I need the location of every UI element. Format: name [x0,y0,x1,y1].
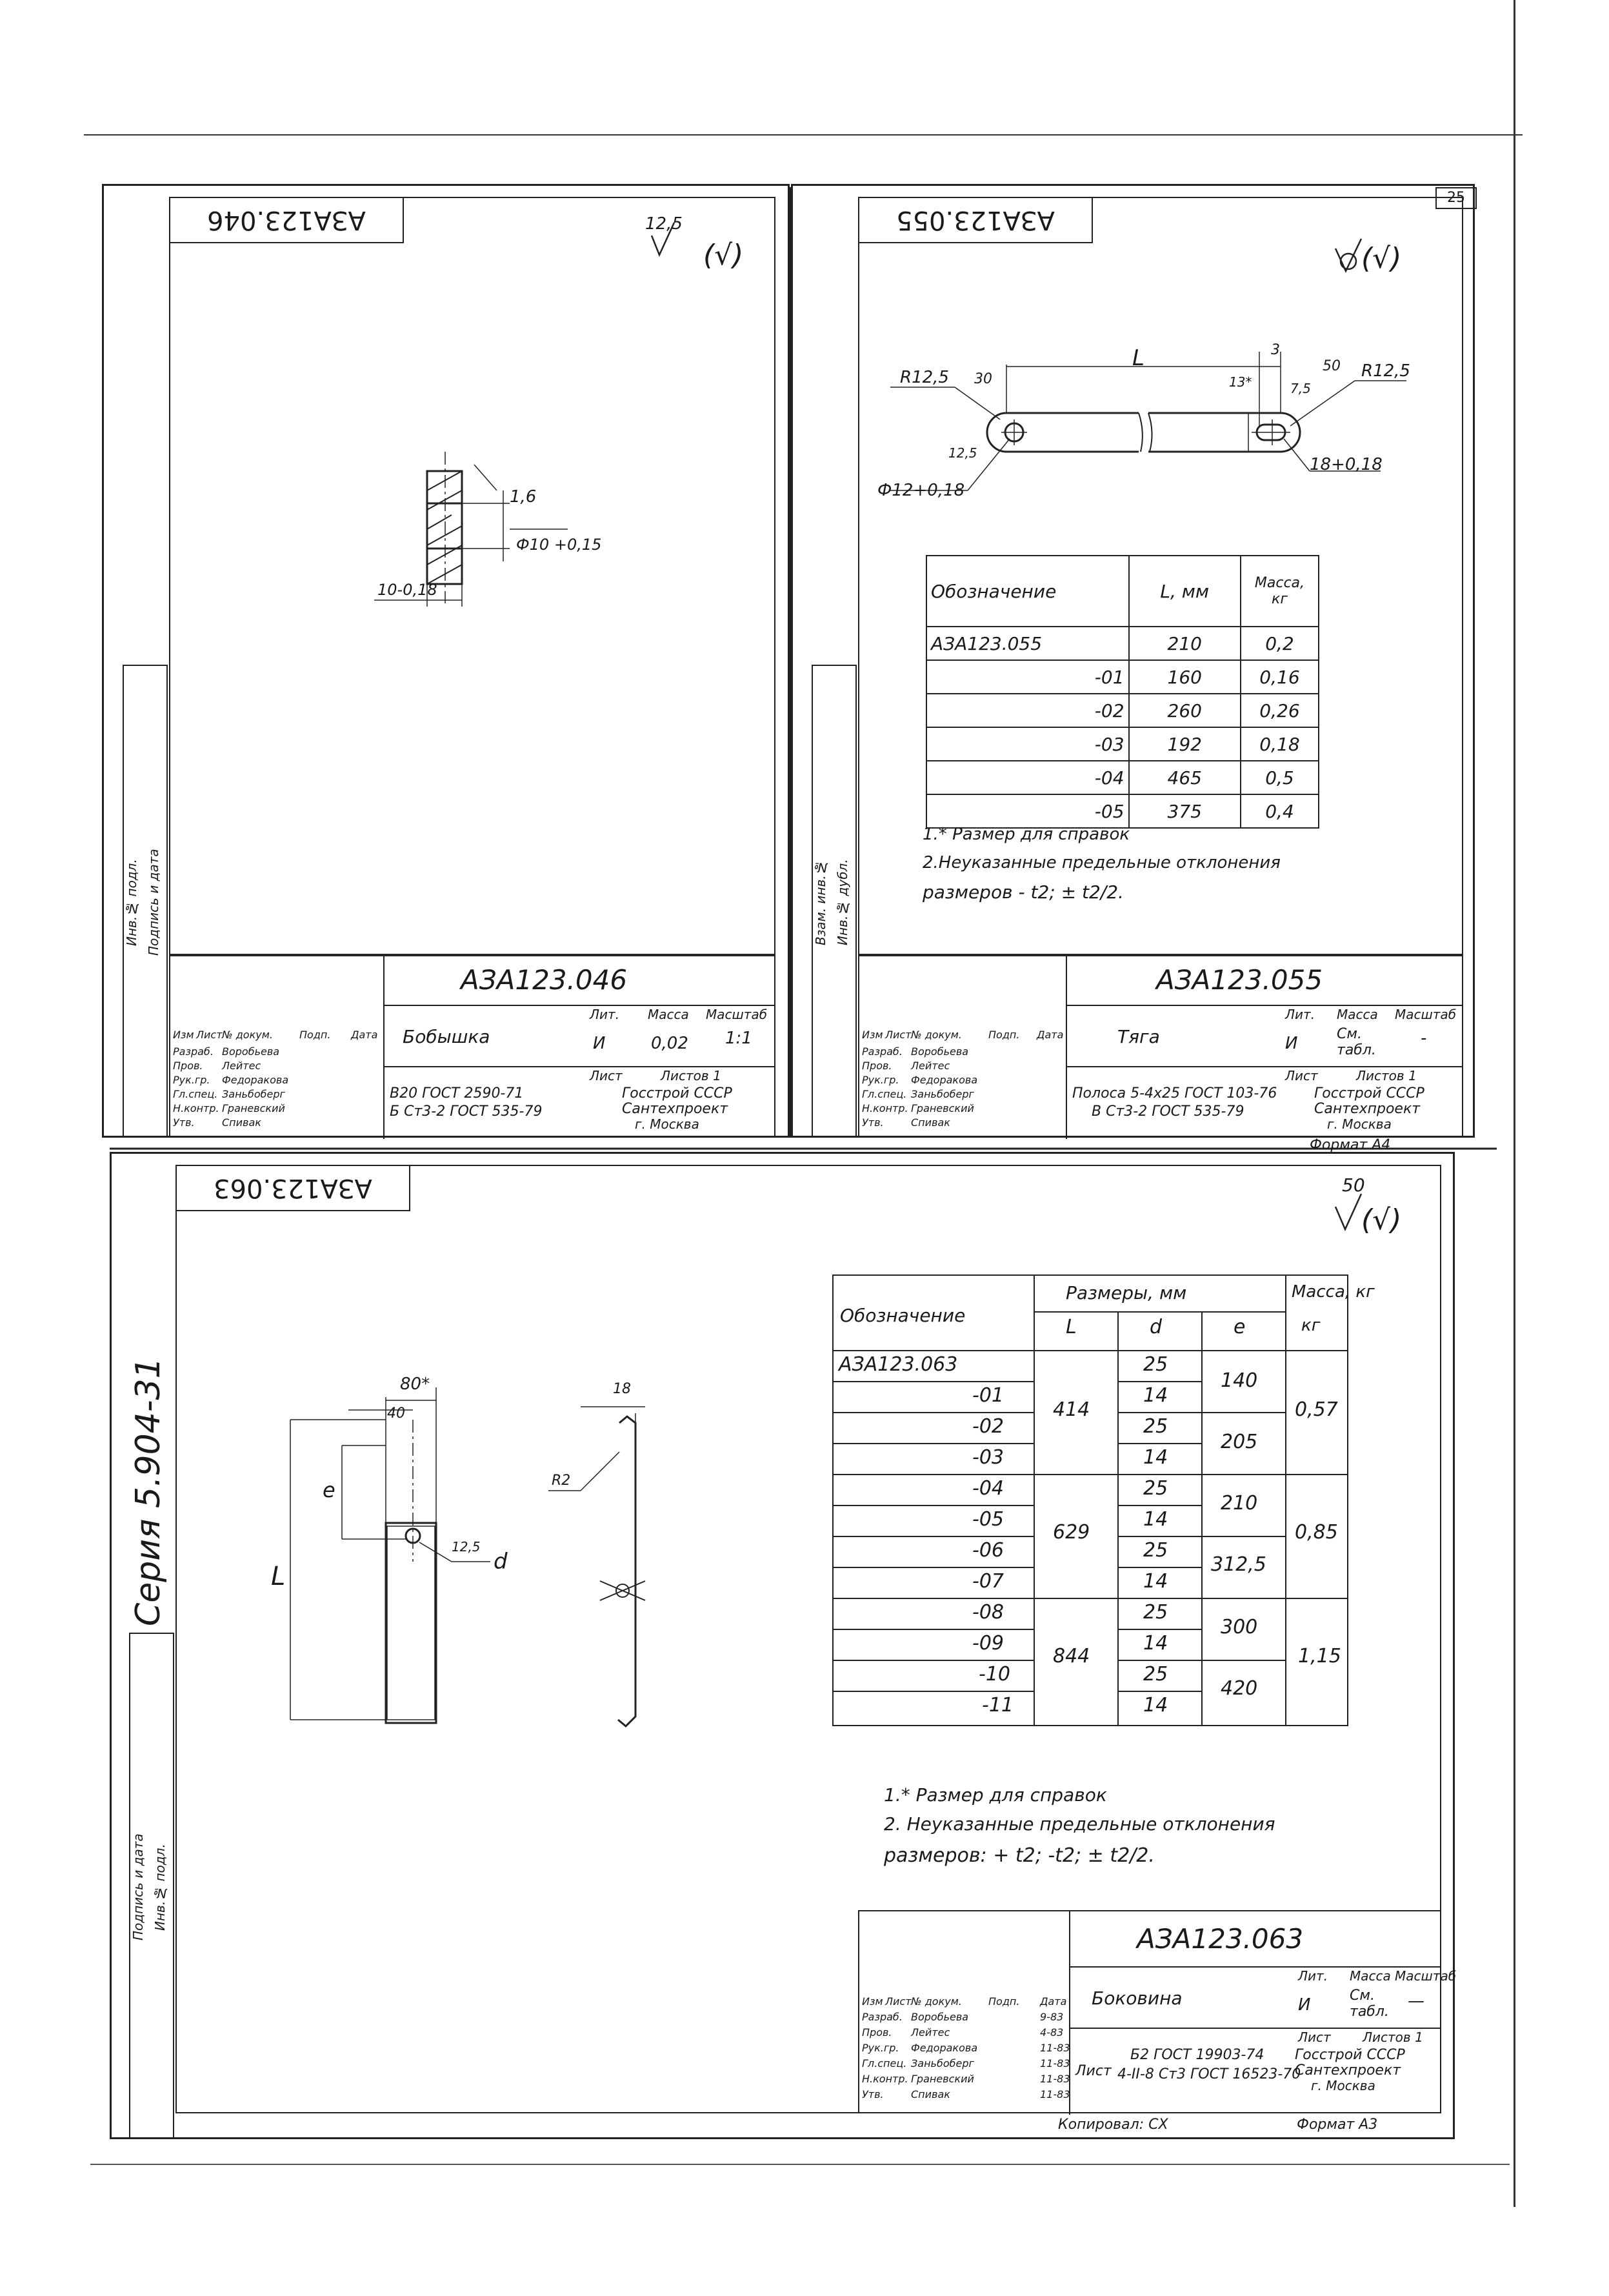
title-block-046 [169,955,775,1138]
tb055-role-2: Рук.гр. [862,1074,899,1086]
tb063-name-5: Спивак [911,2088,950,2100]
spec063-d-11: 14 [1143,1694,1168,1717]
spec063-row-6: -06 [972,1539,1004,1562]
tb046-role-3: Гл.спец. [173,1088,218,1100]
tb055-designation: АЗА123.055 [1156,964,1323,996]
tb063-sheet-label: Лист [1075,2063,1112,2079]
tb063-date-3: 11-83 [1040,2057,1070,2069]
table-row: -04 465 0,5 [926,761,1319,794]
tb046-name-0: Воробьева [222,1045,280,1058]
tb063-date-0: 9-83 [1040,2011,1064,2023]
tb063-lit: И [1298,1995,1311,2015]
tb063-col-mass: Масса [1350,1968,1391,1984]
spec063-h2: Масса, кг [1292,1282,1375,1302]
tb063-name-0: Воробьева [911,2011,969,2023]
tb063-name-4: Граневский [911,2073,974,2085]
note-063-3: размеров: + t2; -t2; ± t2/2. [884,1844,1155,1867]
tb063-org-1: Госстрой СССР [1295,2047,1405,2063]
tb055-material-2: В Ст3-2 ГОСТ 535-79 [1092,1103,1244,1120]
side-labels-046 [123,665,168,1138]
dim-d10: Ф10 +0,15 [516,536,602,554]
copied-by: Копировал: CX [1058,2117,1168,2133]
tb046-hdr-1: Лист [196,1029,223,1041]
tb055-sheets: Листов 1 [1356,1068,1417,1083]
spec055-h1: L, мм [1129,556,1241,627]
tb063-role-3: Гл.спец. [862,2057,907,2069]
dim-055-3: 3 [1271,342,1280,358]
spec063-e-5: 420 [1221,1677,1258,1700]
spec063-e-3: 312,5 [1211,1553,1266,1576]
tb046-role-4: Н.контр. [173,1102,219,1114]
tb046-scale: 1:1 [725,1029,752,1048]
tb055-org-2: Сантехпроект [1314,1101,1421,1117]
side-label-055-a: Взам. инв.№ [813,860,828,945]
tb046-designation: АЗА123.046 [461,964,628,996]
spec063-m-1: 0,85 [1295,1521,1338,1544]
side-label-055-b: Инв.№ дубл. [835,859,850,946]
tb046-role-0: Разраб. [173,1045,214,1058]
tb046-col-scale: Масштаб [706,1007,768,1022]
tb063-role-2: Рук.гр. [862,2042,899,2054]
roughness-value-046: 12,5 [645,214,683,234]
spec063-h1: Размеры, мм [1066,1282,1187,1304]
tb063-hdr-4: Дата [1040,1995,1067,2008]
spec063-m-2: 1,15 [1298,1645,1341,1667]
spec063-d-5: 14 [1143,1508,1168,1531]
roughness-cond-063: (√) [1361,1203,1402,1236]
spec-table-055 [926,555,1319,829]
spec063-sub-L: L [1066,1316,1077,1338]
side-labels-055 [812,665,857,1138]
dim-055-13: 13* [1229,374,1252,390]
spec063-row-4: -04 [972,1477,1004,1500]
tb046-sheets: Листов 1 [661,1068,721,1083]
spec063-row-3: -03 [972,1446,1004,1469]
dim-055-72: 7,5 [1290,381,1311,396]
spec063-L-1: 629 [1053,1521,1090,1544]
sheet-046-stamp: АЗА123.046 [169,197,404,243]
roughness-cond-046: (√) [703,239,744,272]
dim-055-L: L [1132,345,1144,371]
tb055-name-2: Федоракова [911,1074,978,1086]
dim-063-e: e [323,1478,335,1502]
spec063-d-4: 25 [1143,1477,1168,1500]
tb063-title: Боковина [1092,1988,1183,2009]
tb055-name-5: Спивак [911,1116,950,1129]
dim-063-L: L [271,1562,286,1591]
spec055-h0: Обозначение [926,556,1129,627]
side-label-063-a: Подпись и дата [130,1833,146,1941]
dim-063-d: d [494,1549,508,1575]
tb055-hdr-0: Изм [862,1029,883,1041]
tb063-role-1: Пров. [862,2026,892,2039]
tb063-name-2: Федоракова [911,2042,978,2054]
spec063-e-1: 205 [1221,1431,1258,1453]
tb046-hdr-0: Изм [173,1029,194,1041]
dim-063-125: 12,5 [452,1539,481,1555]
tb063-designation: АЗА123.063 [1137,1923,1304,1955]
tb046-name-5: Спивак [222,1116,261,1129]
sheet-063-stamp: АЗА123.063 [175,1165,410,1211]
spec055-h2: Масса, кг [1241,556,1319,627]
side-label-046-a: Инв.№ подл. [124,859,139,946]
tb055-lit: И [1285,1034,1298,1053]
dim-063-80: 80* [400,1375,430,1394]
tb055-role-0: Разраб. [862,1045,903,1058]
table-row: -03 192 0,18 [926,727,1319,761]
tb046-col-mass: Масса [648,1007,689,1022]
tb046-role-1: Пров. [173,1060,203,1072]
tb055-name-4: Граневский [911,1102,974,1114]
spec063-d-1: 14 [1143,1384,1168,1407]
dim-055-50: 50 [1323,358,1341,374]
tb063-name-3: Заньбоберг [911,2057,974,2069]
spec063-d-9: 14 [1143,1632,1168,1655]
tb055-hdr-3: Подп. [988,1029,1020,1041]
tb046-role-2: Рук.гр. [173,1074,210,1086]
tb063-role-4: Н.контр. [862,2073,908,2085]
tb063-material-2: 4-II-8 Ст3 ГОСТ 16523-70 [1117,2066,1301,2082]
tb055-scale: - [1421,1029,1427,1048]
spec-table-063 [832,1274,1375,1726]
dim-055-125: 12,5 [948,445,977,461]
tb055-name-0: Воробьева [911,1045,969,1058]
dim-055-r1: R12,5 [900,368,949,387]
tb055-name-1: Лейтес [911,1060,950,1072]
tb046-lit: И [593,1034,606,1053]
tb063-role-5: Утв. [862,2088,884,2100]
note-055-1: 1.* Размер для справок [923,825,1130,844]
tb046-hdr-3: Подп. [299,1029,331,1041]
tb046-col-sheet: Лист [590,1068,623,1083]
note-055-3: размеров - t2; ± t2/2. [923,881,1124,903]
spec063-d-7: 14 [1143,1570,1168,1593]
tb055-col-sheet: Лист [1285,1068,1318,1083]
note-063-1: 1.* Размер для справок [884,1784,1107,1806]
tb063-col-scale: Масштаб [1395,1968,1457,1984]
spec063-sub-kg: кг [1301,1316,1321,1335]
tb046-hdr-2: № докум. [222,1029,273,1041]
tb063-col-lit: Лит. [1298,1968,1328,1984]
corner-mark: 25 [1435,187,1477,209]
tb055-mass: См. табл. [1337,1026,1376,1058]
tb055-role-1: Пров. [862,1060,892,1072]
tb063-hdr-2: № докум. [911,1995,962,2008]
dim-055-30: 30 [974,371,992,387]
sheet-055-stamp: АЗА123.055 [858,197,1093,243]
spec063-row-2: -02 [972,1415,1004,1438]
title-block-063 [858,1910,1457,2113]
dim-063-40: 40 [387,1405,405,1422]
spec063-d-0: 25 [1143,1353,1168,1376]
dim-1-6: 1,6 [510,487,537,507]
spec063-sub-e: e [1234,1316,1246,1338]
tb046-mass: 0,02 [651,1034,688,1053]
tb055-name-3: Заньбоберг [911,1088,974,1100]
spec063-m-0: 0,57 [1295,1398,1338,1421]
dim-063-r2: R2 [552,1473,571,1489]
spec063-e-0: 140 [1221,1369,1258,1392]
tb055-material-1: Полоса 5-4x25 ГОСТ 103-76 [1072,1085,1277,1102]
tb046-name-3: Заньбоберг [222,1088,285,1100]
table-row: -02 260 0,26 [926,694,1319,727]
spec063-row-5: -05 [972,1508,1004,1531]
tb055-hdr-1: Лист [885,1029,912,1041]
spec063-L-0: 414 [1053,1398,1090,1421]
tb046-material-1: В20 ГОСТ 2590-71 [390,1085,524,1102]
tb055-col-mass: Масса [1337,1007,1378,1022]
tb063-date-1: 4-83 [1040,2026,1064,2039]
table-row: -01 160 0,16 [926,660,1319,694]
spec063-h0: Обозначение [840,1305,966,1326]
tb055-col-scale: Масштаб [1395,1007,1457,1022]
tb063-hdr-1: Лист [885,1995,912,2008]
tb063-org-2: Сантехпроект [1295,2062,1401,2079]
spec063-d-2: 25 [1143,1415,1168,1438]
spec063-sub-d: d [1150,1316,1163,1338]
tb046-org-3: г. Москва [635,1116,699,1132]
roughness-value-063: 50 [1342,1174,1365,1196]
spec063-d-8: 25 [1143,1601,1168,1624]
tb063-role-0: Разраб. [862,2011,903,2023]
spec063-row-0: АЗА123.063 [839,1353,958,1376]
spec063-row-11: -11 [982,1694,1014,1717]
tb046-name-2: Федоракова [222,1074,289,1086]
tb055-col-lit: Лит. [1285,1007,1315,1022]
tb063-material-1: Б2 ГОСТ 19903-74 [1130,2047,1264,2063]
dim-055-12: Ф12+0,18 [877,481,965,500]
side-label-046-b: Подпись и дата [146,849,161,956]
spec063-row-7: -07 [972,1570,1004,1593]
tb063-scale: — [1408,1991,1424,2011]
spec063-e-4: 300 [1221,1616,1258,1638]
note-055-2: 2.Неуказанные предельные отклонения [923,853,1281,872]
spec063-d-10: 25 [1143,1663,1168,1686]
tb063-hdr-0: Изм [862,1995,883,2008]
dim-063-18: 18 [613,1381,631,1397]
tb055-role-4: Н.контр. [862,1102,908,1114]
tb046-col-lit: Лит. [590,1007,620,1022]
tb046-org-1: Госстрой СССР [622,1085,732,1102]
tb055-role-5: Утв. [862,1116,884,1129]
tb046-role-5: Утв. [173,1116,195,1129]
tb055-org-1: Госстрой СССР [1314,1085,1424,1102]
spec063-row-1: -01 [972,1384,1004,1407]
tb055-title: Тяга [1117,1026,1160,1047]
format-055: Формат А4 [1310,1137,1391,1153]
dim-055-18: 18+0,18 [1310,455,1383,474]
note-063-2: 2. Неуказанные предельные отклонения [884,1813,1275,1835]
tb063-date-2: 11-83 [1040,2042,1070,2054]
tb046-org-2: Сантехпроект [622,1101,728,1117]
spec063-row-9: -09 [972,1632,1004,1655]
table-row: АЗА123.055 210 0,2 [926,627,1319,660]
spec063-d-3: 14 [1143,1446,1168,1469]
tb046-name-4: Граневский [222,1102,285,1114]
spec063-row-8: -08 [972,1601,1004,1624]
title-block-055 [858,955,1463,1138]
tb046-material-2: Б Ст3-2 ГОСТ 535-79 [390,1103,543,1120]
tb055-role-3: Гл.спец. [862,1088,907,1100]
tb046-name-1: Лейтес [222,1060,261,1072]
tb063-date-5: 11-83 [1040,2088,1070,2100]
tb046-title: Бобышка [403,1026,490,1047]
dim-055-r2: R12,5 [1361,361,1410,381]
side-labels-063 [129,1633,174,2139]
dim-10: 10-0,18 [377,581,437,599]
tb063-name-1: Лейтес [911,2026,950,2039]
spec063-L-2: 844 [1053,1645,1090,1667]
spec063-e-2: 210 [1221,1492,1258,1515]
roughness-cond-055: (√) [1361,242,1402,275]
spec063-d-6: 25 [1143,1539,1168,1562]
series-label: Серия 5.904-31 [129,1357,168,1626]
tb055-hdr-4: Дата [1037,1029,1064,1041]
spec063-row-10: -10 [979,1663,1010,1686]
side-label-063-b: Инв.№ подл. [152,1844,168,1931]
table-row: -05 375 0,4 [926,794,1319,828]
tb063-col-sheet: Лист [1298,2029,1331,2045]
tb063-mass: См. табл. [1350,1988,1389,2020]
tb046-hdr-4: Дата [351,1029,378,1041]
tb055-org-3: г. Москва [1327,1116,1392,1132]
tb063-sheets: Листов 1 [1363,2029,1423,2045]
tb063-date-4: 11-83 [1040,2073,1070,2085]
tb055-hdr-2: № докум. [911,1029,962,1041]
tb063-org-3: г. Москва [1311,2078,1375,2093]
tb063-hdr-3: Подп. [988,1995,1020,2008]
format-063: Формат А3 [1297,2117,1378,2133]
